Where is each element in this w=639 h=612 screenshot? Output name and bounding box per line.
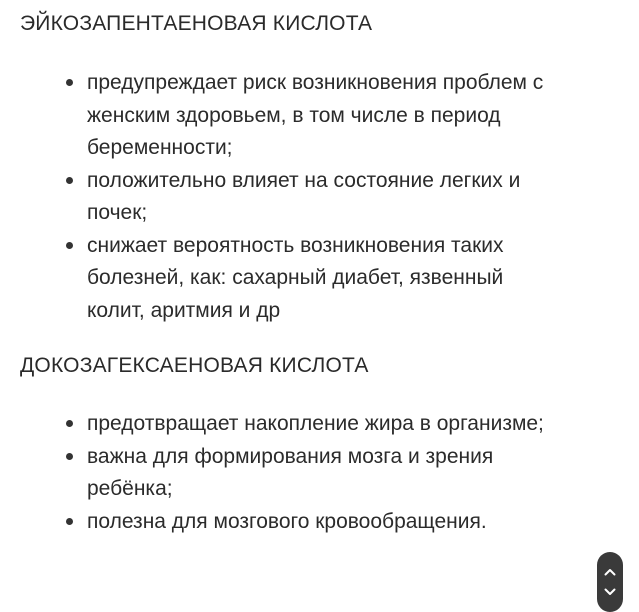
bullet-dot-icon [66,420,73,427]
bullet-list-epa [0,67,600,327]
list-item [0,67,600,165]
bullet-dot-icon [66,79,73,86]
section-heading-dha: ДОКОЗАГЕКСАЕНОВАЯ КИСЛОТА [20,354,369,377]
bullet-dot-icon [66,242,73,249]
list-item-text: важна для формирования мозга и зрения ребёнка; [87,444,494,500]
scroll-navigation-widget [597,552,623,612]
list-item-text: полезна для мозгового кровообращения. [87,509,487,533]
list-item-text: положительно влияет на состояние легких и почек; [87,168,521,224]
list-item-text: предупреждает риск возникновения проблем с женским здоровьем, в том числе в период беременности; [87,71,544,159]
section-heading-epa: ЭЙКОЗАПЕНТАЕНОВАЯ КИСЛОТА [20,12,373,35]
list-item [0,230,600,328]
list-item-text: предотвращает накопление жира в организме; [87,412,544,435]
scroll-down-button[interactable] [597,582,623,602]
list-item [0,408,600,441]
bullet-dot-icon [66,453,73,460]
list-item [0,506,600,539]
bullet-dot-icon [66,518,73,525]
bullet-list-dha [0,408,600,538]
list-item [0,441,600,506]
scroll-up-button[interactable] [597,562,623,582]
list-item [0,165,600,230]
chevron-up-icon [604,568,616,576]
chevron-down-icon [604,588,616,596]
bullet-dot-icon [66,177,73,184]
list-item-text: снижает вероятность возникновения таких болезней, как: сахарный диабет, язвенный колит, аритмия и др [87,233,504,322]
